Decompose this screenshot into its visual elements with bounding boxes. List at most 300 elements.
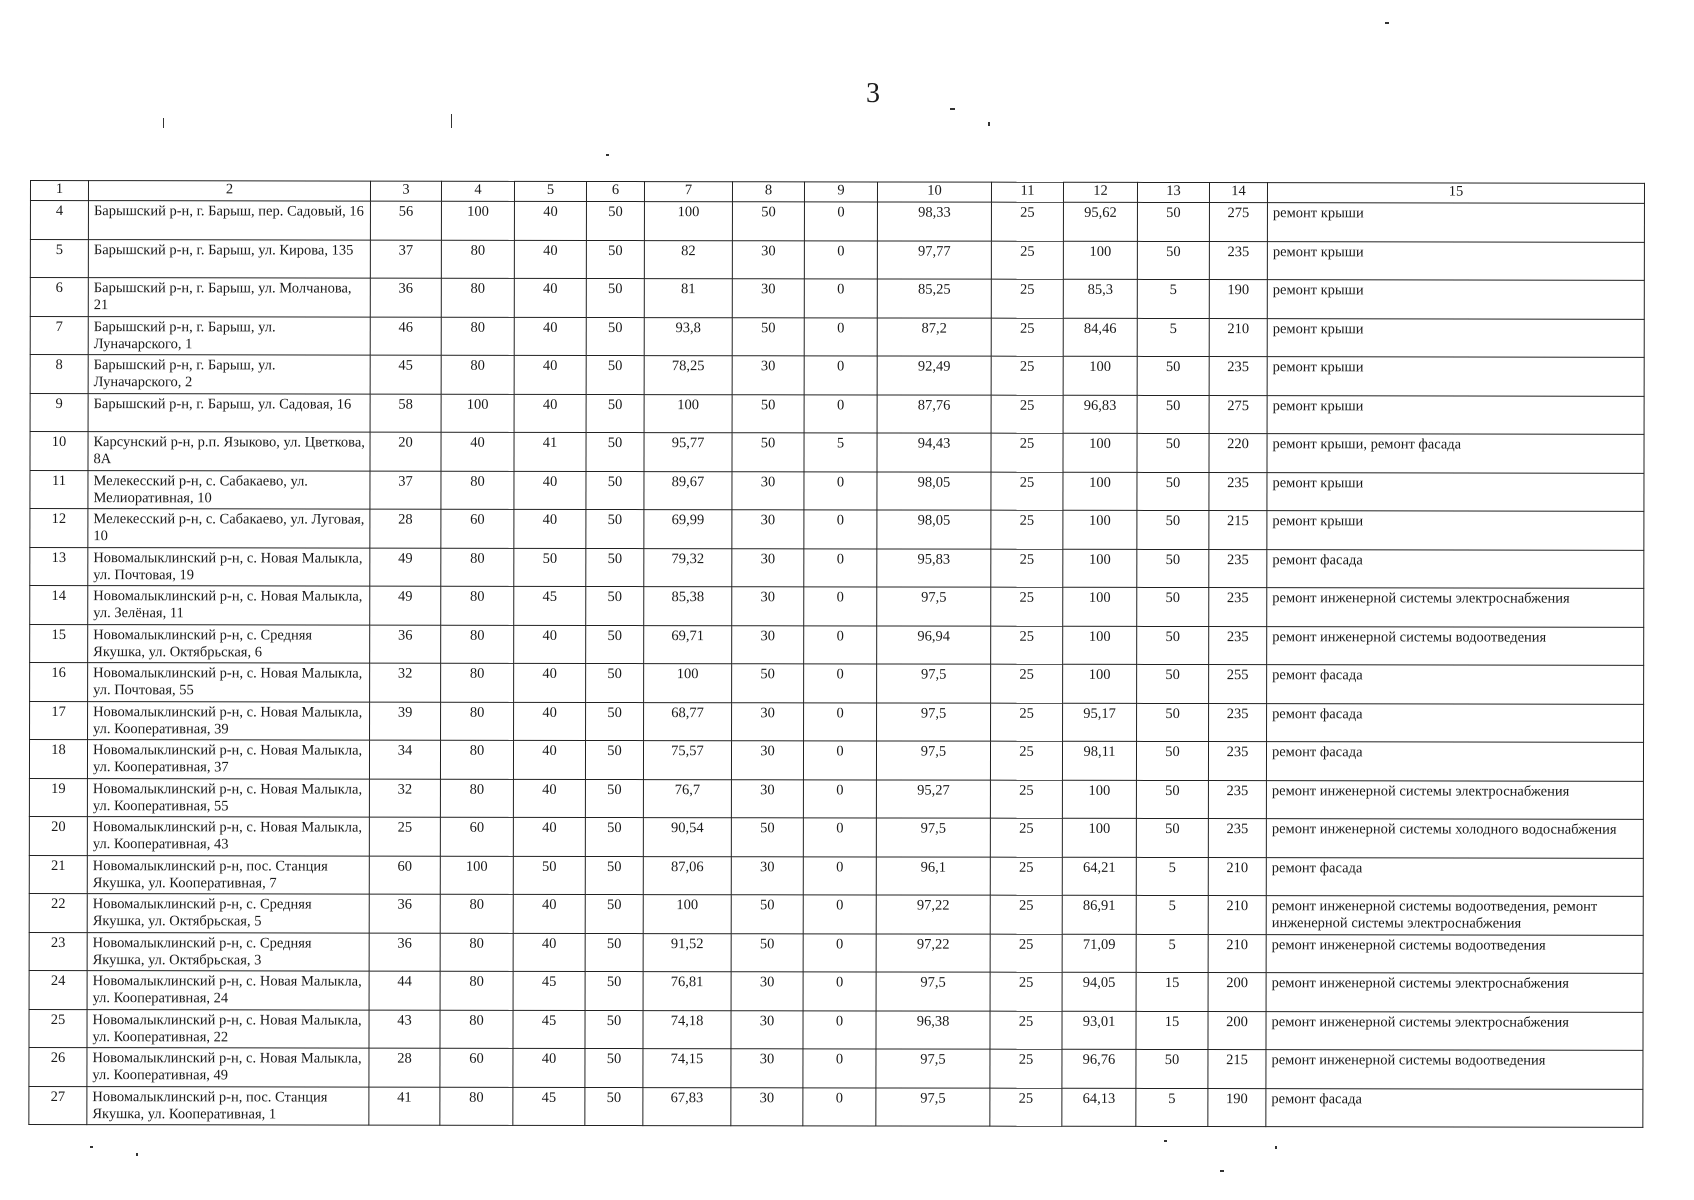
- cell-col-10: 94,43: [877, 433, 991, 472]
- column-header-6: 6: [586, 181, 644, 201]
- data-table: [28, 180, 1645, 1128]
- cell-col-12: 98,11: [1062, 741, 1136, 780]
- cell-address: Новомалыклинский р-н, пос. Станция Якушка, ул. Кооперативная, 7: [87, 855, 369, 894]
- cell-col-6: 50: [586, 432, 644, 471]
- cell-col-3: 37: [370, 240, 441, 279]
- cell-col-5: 40: [514, 471, 586, 510]
- cell-col-10: 97,5: [876, 1087, 990, 1126]
- cell-col-5: 50: [513, 856, 585, 895]
- cell-col-12: 100: [1063, 549, 1137, 588]
- cell-col-4: 80: [441, 317, 514, 356]
- cell-work-type: ремонт крыши: [1267, 318, 1644, 357]
- cell-total-score: 235: [1209, 357, 1267, 396]
- cell-col-4: 80: [440, 740, 513, 779]
- cell-col-10: 98,05: [877, 510, 991, 549]
- cell-row-number: 27: [29, 1086, 87, 1125]
- cell-col-8: 50: [731, 895, 803, 934]
- cell-col-12: 64,21: [1062, 857, 1136, 896]
- cell-col-4: 80: [440, 933, 513, 972]
- cell-col-12: 86,91: [1062, 895, 1136, 934]
- cell-col-11: 25: [991, 510, 1063, 549]
- cell-col-6: 50: [585, 779, 643, 818]
- cell-address: Новомалыклинский р-н, с. Новая Малыкла, ул. Кооперативная, 24: [87, 971, 369, 1010]
- cell-col-13: 50: [1137, 433, 1209, 472]
- scan-speck: [950, 108, 955, 110]
- cell-col-4: 80: [441, 625, 514, 664]
- cell-col-5: 40: [513, 817, 585, 856]
- cell-col-3: 36: [370, 278, 441, 317]
- cell-row-number: 11: [30, 470, 88, 509]
- table-row: [30, 239, 1644, 280]
- cell-col-6: 50: [586, 625, 644, 664]
- cell-row-number: 8: [30, 355, 88, 394]
- cell-col-11: 25: [990, 895, 1062, 934]
- table-row: [29, 1086, 1643, 1127]
- cell-address: Карсунский р-н, р.п. Языково, ул. Цветкова, 8А: [88, 432, 370, 471]
- cell-col-13: 5: [1136, 895, 1208, 934]
- cell-col-4: 80: [440, 971, 513, 1010]
- cell-col-5: 40: [514, 240, 586, 279]
- cell-col-8: 50: [732, 664, 804, 703]
- cell-col-6: 50: [586, 586, 644, 625]
- table-row: [30, 201, 1644, 242]
- cell-work-type: ремонт крыши: [1267, 472, 1644, 511]
- cell-col-8: 30: [732, 548, 804, 587]
- cell-address: Новомалыклинский р-н, с. Новая Малыкла, ул. Кооперативная, 49: [87, 1048, 369, 1087]
- cell-address: Барышский р-н, г. Барыш, ул. Молчанова, 21: [88, 278, 370, 317]
- cell-col-5: 40: [514, 702, 586, 741]
- cell-col-7: 87,06: [643, 856, 731, 895]
- cell-col-11: 25: [991, 395, 1063, 434]
- cell-col-12: 94,05: [1062, 972, 1136, 1011]
- cell-col-4: 80: [441, 240, 514, 279]
- table-row: [30, 663, 1644, 704]
- cell-address: Новомалыклинский р-н, с. Средняя Якушка, ул. Октябрьская, 5: [87, 894, 369, 933]
- column-header-1: 1: [30, 181, 88, 201]
- cell-col-6: 50: [585, 933, 643, 972]
- cell-col-12: 64,13: [1062, 1088, 1136, 1127]
- cell-col-7: 75,57: [643, 741, 731, 780]
- cell-col-9: 0: [803, 895, 876, 934]
- cell-col-11: 25: [991, 587, 1063, 626]
- cell-col-12: 100: [1062, 818, 1136, 857]
- cell-col-13: 5: [1136, 1088, 1208, 1127]
- cell-col-10: 97,77: [877, 240, 991, 279]
- cell-total-score: 235: [1208, 742, 1266, 781]
- cell-col-6: 50: [585, 971, 643, 1010]
- cell-address: Барышский р-н, г. Барыш, пер. Садовый, 16: [88, 201, 370, 240]
- table-row: [30, 701, 1644, 742]
- cell-col-8: 30: [731, 741, 803, 780]
- cell-col-3: 46: [370, 317, 441, 356]
- cell-work-type: ремонт инженерной системы водоотведения: [1266, 934, 1643, 973]
- cell-row-number: 16: [30, 663, 88, 702]
- cell-col-10: 96,38: [876, 1010, 990, 1049]
- cell-col-11: 25: [991, 241, 1063, 280]
- cell-col-13: 5: [1137, 279, 1209, 318]
- cell-col-7: 76,81: [643, 972, 731, 1011]
- cell-col-12: 71,09: [1062, 934, 1136, 973]
- table-row: [29, 970, 1643, 1011]
- cell-col-7: 78,25: [644, 356, 732, 395]
- cell-col-9: 0: [804, 625, 877, 664]
- column-header-5: 5: [514, 181, 586, 201]
- cell-total-score: 235: [1209, 703, 1267, 742]
- cell-work-type: ремонт крыши: [1267, 280, 1644, 319]
- cell-col-6: 50: [586, 201, 644, 240]
- cell-col-11: 25: [991, 279, 1063, 318]
- cell-row-number: 14: [30, 586, 88, 625]
- cell-col-4: 60: [440, 1048, 513, 1087]
- column-header-7: 7: [644, 182, 732, 202]
- cell-col-10: 97,5: [877, 702, 991, 741]
- cell-col-5: 45: [513, 1087, 585, 1126]
- cell-row-number: 21: [29, 855, 87, 894]
- column-header-10: 10: [877, 182, 991, 202]
- cell-col-10: 96,94: [877, 625, 991, 664]
- cell-col-7: 91,52: [643, 933, 731, 972]
- cell-col-5: 40: [514, 663, 586, 702]
- cell-work-type: ремонт крыши: [1267, 357, 1644, 396]
- table-row: [29, 1047, 1643, 1088]
- cell-col-12: 93,01: [1062, 1011, 1136, 1050]
- cell-row-number: 6: [30, 278, 88, 317]
- column-header-9: 9: [804, 182, 877, 202]
- cell-col-13: 5: [1137, 318, 1209, 357]
- cell-row-number: 9: [30, 393, 88, 432]
- table-row: [29, 1009, 1643, 1050]
- cell-col-3: 44: [369, 971, 440, 1010]
- cell-row-number: 17: [30, 701, 88, 740]
- cell-work-type: ремонт фасада: [1267, 549, 1644, 588]
- cell-col-10: 95,27: [876, 779, 990, 818]
- cell-col-3: 56: [370, 201, 441, 240]
- cell-col-12: 100: [1063, 356, 1137, 395]
- cell-col-5: 50: [514, 548, 586, 587]
- cell-col-6: 50: [585, 817, 643, 856]
- cell-col-13: 50: [1137, 549, 1209, 588]
- cell-col-4: 40: [441, 432, 514, 471]
- cell-row-number: 25: [29, 1009, 87, 1048]
- cell-col-12: 100: [1063, 510, 1137, 549]
- cell-col-7: 85,38: [644, 587, 732, 626]
- cell-row-number: 23: [29, 932, 87, 971]
- cell-col-6: 50: [585, 894, 643, 933]
- cell-col-5: 40: [513, 740, 585, 779]
- cell-col-7: 79,32: [644, 548, 732, 587]
- column-header-2: 2: [88, 181, 370, 201]
- cell-col-5: 40: [514, 509, 586, 548]
- cell-col-10: 95,83: [877, 548, 991, 587]
- cell-col-10: 98,05: [877, 471, 991, 510]
- cell-col-12: 100: [1062, 780, 1136, 819]
- cell-col-3: 58: [370, 394, 441, 433]
- cell-col-7: 69,99: [644, 510, 732, 549]
- cell-col-9: 0: [803, 741, 876, 780]
- cell-col-11: 25: [990, 1088, 1062, 1127]
- cell-address: Новомалыклинский р-н, с. Новая Малыкла, ул. Кооперативная, 55: [87, 778, 369, 817]
- cell-work-type: ремонт крыши: [1267, 511, 1644, 550]
- cell-total-score: 210: [1208, 934, 1266, 973]
- cell-col-5: 40: [514, 317, 586, 356]
- cell-col-8: 30: [732, 356, 804, 395]
- cell-col-4: 100: [441, 201, 514, 240]
- cell-col-7: 100: [644, 202, 732, 241]
- cell-col-7: 100: [644, 664, 732, 703]
- column-header-3: 3: [370, 181, 441, 201]
- cell-col-9: 0: [804, 471, 877, 510]
- cell-col-13: 50: [1136, 780, 1208, 819]
- cell-work-type: ремонт инженерной системы водоотведения: [1267, 626, 1644, 665]
- cell-col-10: 98,33: [877, 202, 991, 241]
- cell-work-type: ремонт фасада: [1267, 703, 1644, 742]
- cell-col-6: 50: [586, 240, 644, 279]
- cell-address: Новомалыклинский р-н, с. Новая Малыкла, ул. Почтовая, 19: [88, 547, 370, 586]
- cell-col-9: 0: [803, 972, 876, 1011]
- column-header-15: 15: [1267, 183, 1644, 204]
- cell-col-7: 82: [644, 240, 732, 279]
- table-row: [30, 316, 1644, 357]
- cell-col-11: 25: [990, 934, 1062, 973]
- cell-col-5: 40: [514, 355, 586, 394]
- cell-work-type: ремонт фасада: [1267, 665, 1644, 704]
- cell-col-9: 0: [804, 317, 877, 356]
- cell-row-number: 18: [29, 740, 87, 779]
- cell-col-5: 45: [513, 1010, 585, 1049]
- cell-col-8: 30: [732, 702, 804, 741]
- scan-speck: [606, 154, 609, 156]
- cell-work-type: ремонт инженерной системы водоотведения, ремонт инженерной системы электроснабжения: [1266, 896, 1643, 935]
- table-row: [29, 893, 1643, 934]
- cell-address: Новомалыклинский р-н, с. Новая Малыкла, ул. Кооперативная, 39: [88, 701, 370, 740]
- cell-col-8: 30: [731, 972, 803, 1011]
- cell-col-5: 40: [513, 894, 585, 933]
- cell-total-score: 235: [1208, 780, 1266, 819]
- cell-col-11: 25: [990, 1049, 1062, 1088]
- cell-col-11: 25: [991, 703, 1063, 742]
- cell-col-9: 0: [803, 1087, 876, 1126]
- cell-col-10: 87,2: [877, 317, 991, 356]
- cell-total-score: 235: [1209, 626, 1267, 665]
- table-row: [30, 393, 1644, 434]
- cell-work-type: ремонт фасада: [1266, 857, 1643, 896]
- cell-address: Мелекесский р-н, с. Сабакаево, ул. Мелиоративная, 10: [88, 470, 370, 509]
- cell-col-5: 45: [513, 971, 585, 1010]
- cell-col-12: 95,62: [1063, 202, 1137, 241]
- cell-col-13: 50: [1136, 818, 1208, 857]
- cell-col-12: 85,3: [1063, 279, 1137, 318]
- page-number: 3: [866, 78, 880, 109]
- cell-col-10: 96,1: [876, 856, 990, 895]
- cell-col-4: 80: [440, 779, 513, 818]
- cell-col-3: 34: [369, 740, 440, 779]
- scan-speck: [1275, 1146, 1277, 1149]
- cell-col-10: 85,25: [877, 279, 991, 318]
- cell-col-4: 80: [440, 1010, 513, 1049]
- cell-col-9: 0: [804, 240, 877, 279]
- cell-col-11: 25: [990, 741, 1062, 780]
- cell-work-type: ремонт фасада: [1266, 742, 1643, 781]
- cell-total-score: 200: [1208, 973, 1266, 1012]
- cell-col-13: 50: [1137, 664, 1209, 703]
- cell-col-8: 30: [731, 856, 803, 895]
- column-header-8: 8: [732, 182, 804, 202]
- table-row: [30, 432, 1644, 473]
- cell-work-type: ремонт инженерной системы водоотведения: [1266, 1050, 1643, 1089]
- cell-col-9: 0: [804, 394, 877, 433]
- cell-total-score: 235: [1209, 241, 1267, 280]
- cell-col-13: 50: [1137, 395, 1209, 434]
- cell-col-10: 97,22: [876, 895, 990, 934]
- table-body: [29, 201, 1645, 1128]
- cell-address: Новомалыклинский р-н, с. Средняя Якушка, ул. Октябрьская, 3: [87, 932, 369, 971]
- data-table-container: [30, 180, 1644, 1125]
- cell-address: Новомалыклинский р-н, с. Средняя Якушка, ул. Октябрьская, 6: [88, 624, 370, 663]
- cell-col-13: 50: [1136, 741, 1208, 780]
- cell-col-10: 87,76: [877, 394, 991, 433]
- cell-total-score: 215: [1208, 1050, 1266, 1089]
- cell-col-4: 80: [440, 1087, 513, 1126]
- cell-col-3: 32: [369, 779, 440, 818]
- cell-col-10: 97,5: [876, 1049, 990, 1088]
- cell-col-7: 69,71: [644, 625, 732, 664]
- cell-col-9: 0: [804, 664, 877, 703]
- cell-col-7: 76,7: [643, 779, 731, 818]
- cell-col-9: 0: [804, 510, 877, 549]
- cell-col-5: 41: [514, 432, 586, 471]
- cell-col-12: 96,76: [1062, 1049, 1136, 1088]
- cell-address: Барышский р-н, г. Барыш, ул. Луначарского, 1: [88, 316, 370, 355]
- cell-col-7: 100: [644, 394, 732, 433]
- cell-row-number: 5: [30, 239, 88, 278]
- cell-col-8: 30: [731, 1010, 803, 1049]
- cell-col-12: 95,17: [1063, 703, 1137, 742]
- cell-row-number: 24: [29, 970, 87, 1009]
- cell-col-10: 97,5: [876, 818, 990, 857]
- cell-col-8: 30: [732, 471, 804, 510]
- scan-speck: [1164, 1140, 1167, 1142]
- column-header-13: 13: [1137, 182, 1209, 202]
- cell-col-8: 50: [732, 202, 804, 241]
- cell-total-score: 190: [1209, 280, 1267, 319]
- cell-row-number: 7: [30, 316, 88, 355]
- cell-col-11: 25: [991, 472, 1063, 511]
- cell-row-number: 15: [30, 624, 88, 663]
- cell-col-11: 25: [990, 780, 1062, 819]
- cell-col-9: 0: [804, 587, 877, 626]
- cell-col-11: 25: [991, 549, 1063, 588]
- cell-col-3: 45: [370, 355, 441, 394]
- cell-col-3: 43: [369, 1010, 440, 1049]
- cell-work-type: ремонт крыши: [1267, 241, 1644, 280]
- cell-row-number: 26: [29, 1047, 87, 1086]
- cell-work-type: ремонт крыши: [1267, 395, 1644, 434]
- cell-col-3: 32: [370, 663, 441, 702]
- cell-col-6: 50: [585, 1010, 643, 1049]
- cell-col-11: 25: [990, 857, 1062, 896]
- cell-col-13: 5: [1136, 857, 1208, 896]
- cell-col-12: 84,46: [1063, 318, 1137, 357]
- table-row: [30, 547, 1644, 588]
- scan-speck: [1220, 1170, 1224, 1172]
- cell-col-11: 25: [991, 626, 1063, 665]
- cell-col-7: 95,77: [644, 433, 732, 472]
- cell-col-6: 50: [586, 355, 644, 394]
- table-row: [29, 740, 1643, 781]
- cell-col-11: 25: [991, 356, 1063, 395]
- cell-col-7: 68,77: [644, 702, 732, 741]
- cell-col-7: 90,54: [643, 818, 731, 857]
- cell-address: Мелекесский р-н, с. Сабакаево, ул. Луговая, 10: [88, 509, 370, 548]
- cell-col-5: 45: [514, 586, 586, 625]
- cell-col-4: 80: [441, 355, 514, 394]
- cell-col-9: 0: [803, 856, 876, 895]
- cell-col-7: 74,15: [643, 1049, 731, 1088]
- cell-col-5: 40: [514, 278, 586, 317]
- cell-col-6: 50: [586, 317, 644, 356]
- cell-col-4: 80: [440, 894, 513, 933]
- cell-col-12: 100: [1063, 241, 1137, 280]
- cell-col-12: 100: [1063, 433, 1137, 472]
- cell-col-13: 50: [1137, 356, 1209, 395]
- cell-col-8: 30: [732, 279, 804, 318]
- cell-col-9: 0: [803, 1049, 876, 1088]
- cell-total-score: 210: [1208, 857, 1266, 896]
- cell-address: Новомалыклинский р-н, с. Новая Малыкла, ул. Кооперативная, 43: [87, 817, 369, 856]
- cell-col-12: 100: [1063, 664, 1137, 703]
- table-row: [30, 355, 1644, 396]
- cell-col-4: 100: [440, 856, 513, 895]
- cell-row-number: 13: [30, 547, 88, 586]
- cell-col-6: 50: [585, 1048, 643, 1087]
- cell-col-6: 50: [585, 1087, 643, 1126]
- cell-col-8: 30: [731, 779, 803, 818]
- cell-col-13: 50: [1137, 703, 1209, 742]
- cell-col-13: 15: [1136, 972, 1208, 1011]
- cell-col-3: 41: [369, 1087, 440, 1126]
- cell-address: Новомалыклинский р-н, с. Новая Малыкла, ул. Почтовая, 55: [88, 663, 370, 702]
- cell-col-3: 39: [370, 702, 441, 741]
- cell-col-3: 28: [370, 509, 441, 548]
- cell-work-type: ремонт фасада: [1266, 1088, 1643, 1127]
- cell-col-11: 25: [991, 202, 1063, 241]
- cell-total-score: 275: [1209, 203, 1267, 242]
- cell-total-score: 215: [1209, 511, 1267, 550]
- cell-col-12: 96,83: [1063, 395, 1137, 434]
- cell-col-9: 0: [804, 356, 877, 395]
- cell-col-3: 25: [369, 817, 440, 856]
- cell-col-4: 100: [441, 394, 514, 433]
- cell-col-13: 15: [1136, 1011, 1208, 1050]
- table-header-row: [30, 181, 1644, 204]
- scan-speck: [451, 114, 452, 128]
- cell-col-9: 0: [803, 933, 876, 972]
- cell-col-12: 100: [1063, 587, 1137, 626]
- table-row: [30, 586, 1644, 627]
- cell-total-score: 255: [1209, 665, 1267, 704]
- cell-col-5: 40: [514, 394, 586, 433]
- cell-col-9: 5: [804, 433, 877, 472]
- cell-col-4: 80: [441, 702, 514, 741]
- cell-col-6: 50: [586, 509, 644, 548]
- cell-row-number: 4: [30, 201, 88, 240]
- cell-col-9: 0: [804, 279, 877, 318]
- cell-total-score: 275: [1209, 395, 1267, 434]
- cell-work-type: ремонт инженерной системы электроснабжения: [1266, 1011, 1643, 1050]
- scan-speck: [90, 1146, 93, 1148]
- cell-col-10: 97,5: [876, 972, 990, 1011]
- cell-col-8: 30: [732, 587, 804, 626]
